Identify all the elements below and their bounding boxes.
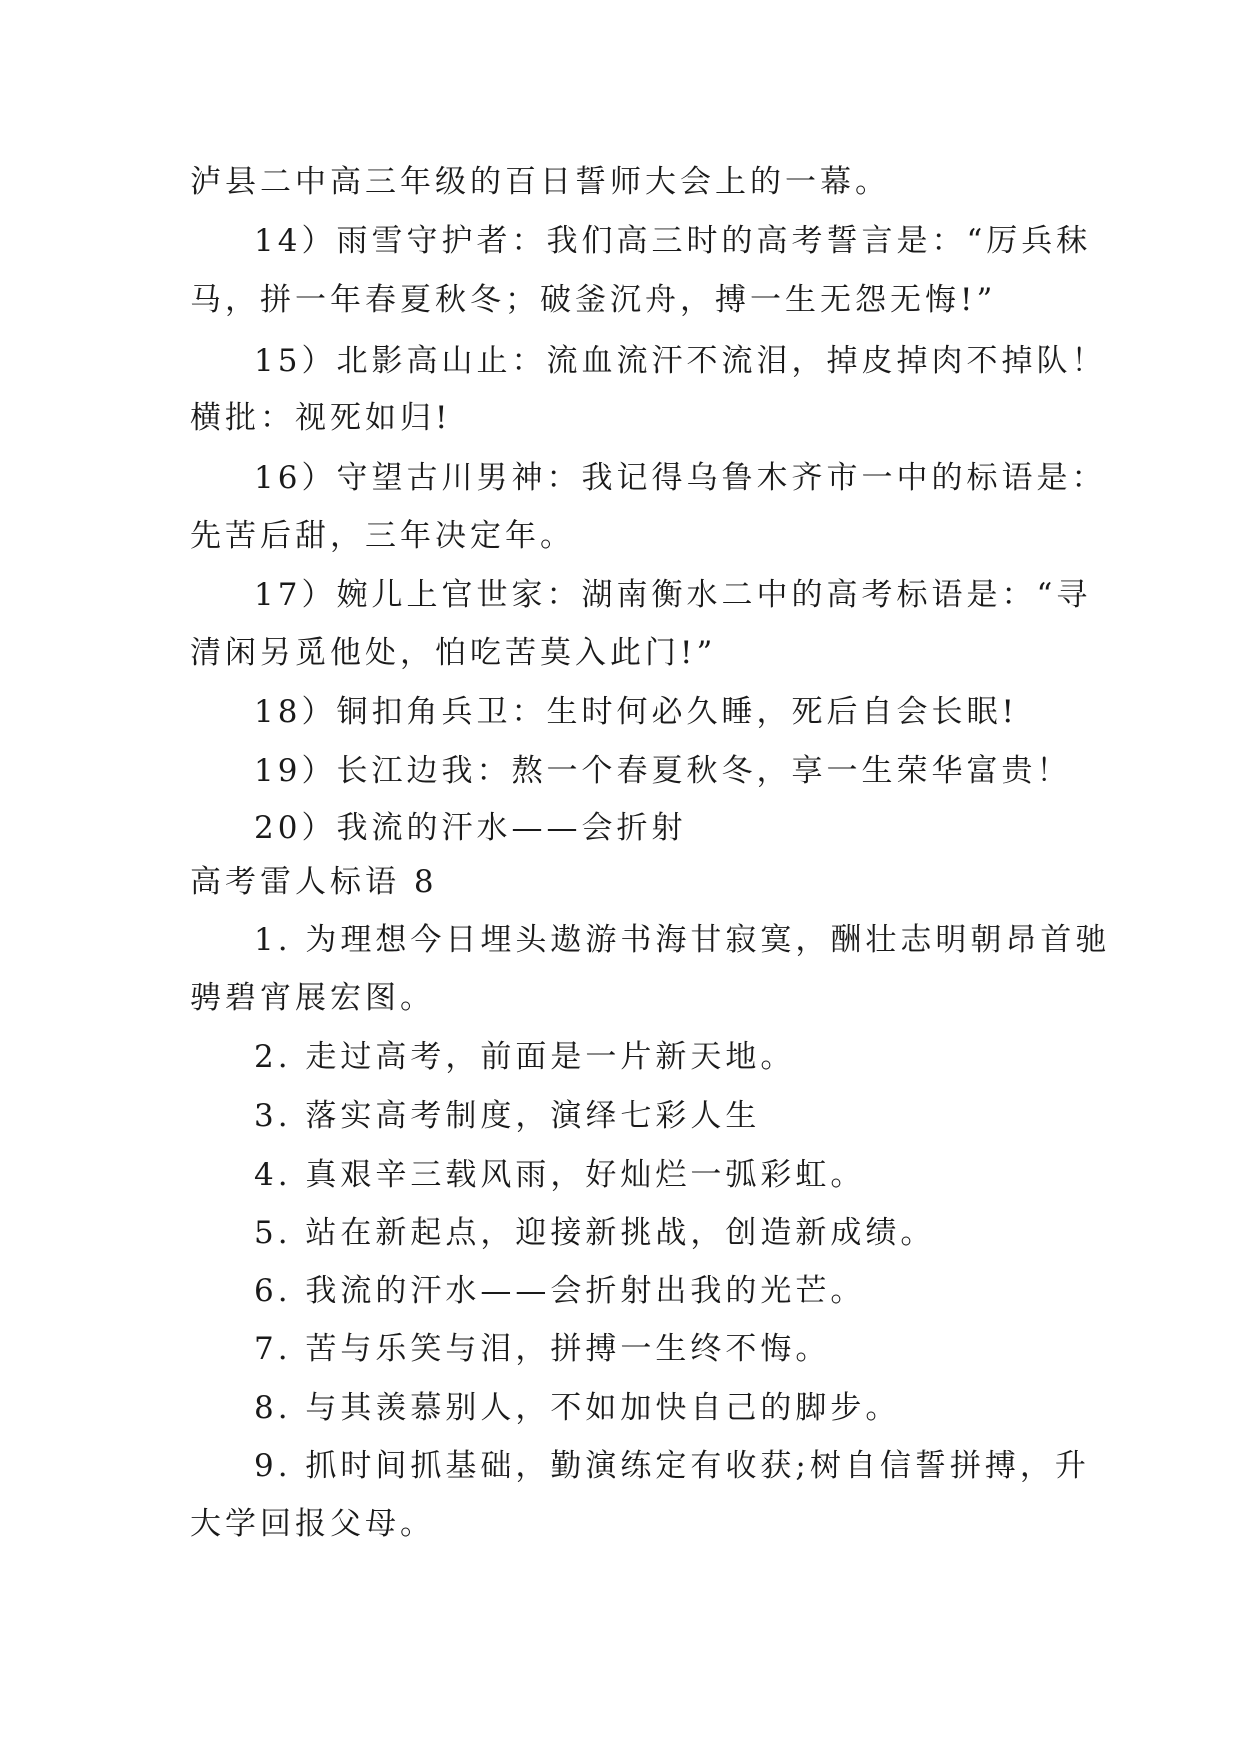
list-item: 6. 我流的汗水——会折射出我的光芒。 [254,1273,866,1309]
text-line: 清闲另觅他处，怕吃苦莫入此门!” [190,635,717,671]
text-line: 15）北影高山止：流血流汗不流泪，掉皮掉肉不掉队！ [254,343,1107,379]
text-line: 横批：视死如归! [190,400,452,436]
text-line: 骋碧宵展宏图。 [190,980,435,1016]
list-item: 7. 苦与乐笑与泪，拼搏一生终不悔。 [254,1331,831,1367]
text-line: 19）长江边我：熬一个春夏秋冬，享一生荣华富贵！ [254,753,1072,789]
list-item: 2. 走过高考，前面是一片新天地。 [254,1039,796,1075]
text-line: 先苦后甜，三年决定年。 [190,518,575,554]
list-item: 3. 落实高考制度，演绎七彩人生 [254,1098,761,1134]
text-line: 18）铜扣角兵卫：生时何必久睡，死后自会长眠! [254,694,1018,730]
list-item: 9. 抓时间抓基础，勤演练定有收获;树自信誓拼搏，升 [254,1448,1090,1484]
list-item: 8. 与其羡慕别人，不如加快自己的脚步。 [254,1390,901,1426]
text-line: 17）婉儿上官世家：湖南衡水二中的高考标语是：“寻 [254,577,1092,613]
text-line: 1. 为理想今日埋头遨游书海甘寂寞，酬壮志明朝昂首驰 [254,922,1111,958]
list-item: 5. 站在新起点，迎接新挑战，创造新成绩。 [254,1215,936,1251]
text-line: 14）雨雪守护者：我们高三时的高考誓言是：“厉兵秣 [254,223,1092,259]
text-line: 20）我流的汗水——会折射 [254,810,687,846]
text-line: 16）守望古川男神：我记得乌鲁木齐市一中的标语是： [254,460,1107,496]
text-line: 马，拼一年春夏秋冬；破釜沉舟，搏一生无怨无悔!” [190,282,997,318]
list-item: 4. 真艰辛三载风雨，好灿烂一弧彩虹。 [254,1157,866,1193]
section-heading: 高考雷人标语 8 [190,864,438,900]
text-line: 泸县二中高三年级的百日誓师大会上的一幕。 [190,164,890,200]
text-line: 大学回报父母。 [190,1506,435,1542]
